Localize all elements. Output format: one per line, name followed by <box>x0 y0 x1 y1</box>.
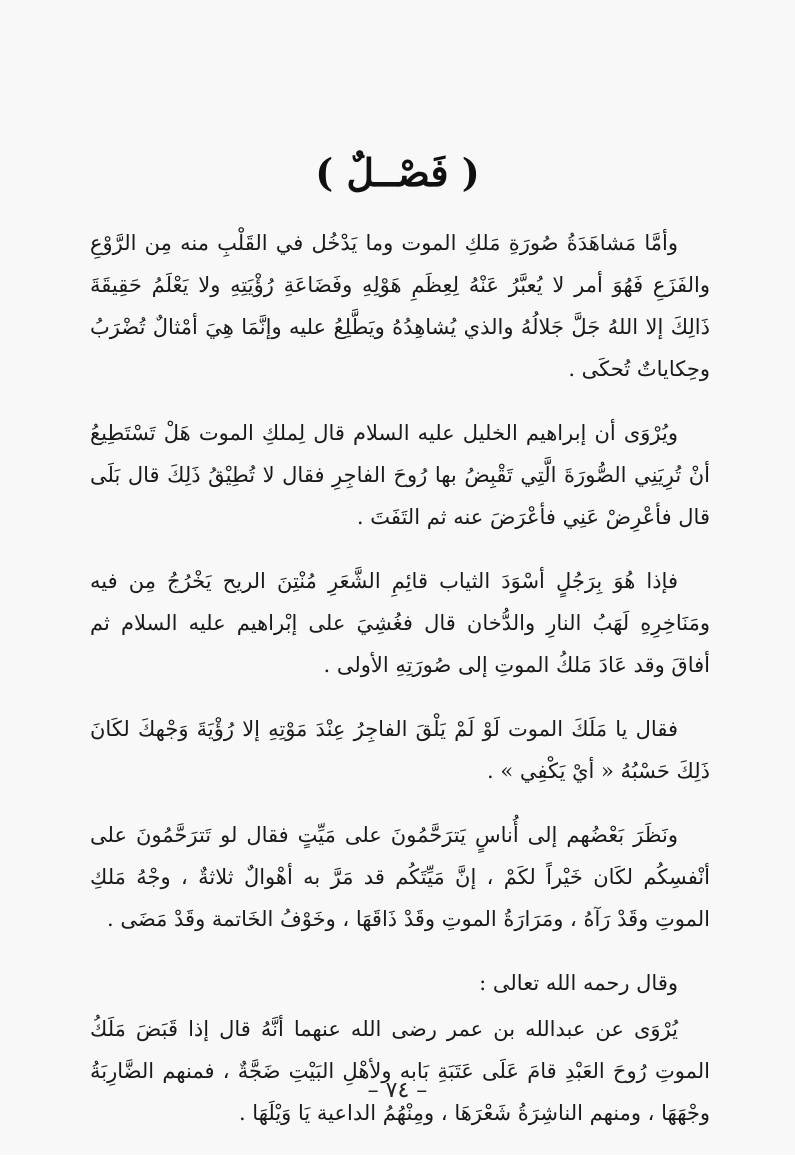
paragraph: يُرْوَى عن عبدالله بن عمر رضى الله عنهما أنَّهُ قال إذا قَبَضَ مَلَكُ الموتِ رُوحَ العَبْدِ قامَ عَلَى عَتَبَةِ بَابه ولأهْلِ البَيْتِ ضَجَّةٌ ، فمنهم الضَّارِبَةُ وجْهَهَا ، ومنهم الناشِرَةُ شَعْرَهَا ، ومِنْهُمُ الداعية يَا وَيْلَهَا . <box>90 1017 710 1125</box>
paragraph: ويُرْوَى أن إبراهيم الخليل عليه السلام قال لِملكِ الموت هَلْ تَسْتَطِيعُ أنْ تُرِيَنِي الصُّورَةَ الَّتِي تَقْبِضُ بها رُوحَ الفاجِرِ فقال لا تُطِيْقُ ذَلِكَ قال بَلَى قال فأعْرِضْ عَنِي فأعْرَضَ عنه ثم التَفَتَ . <box>90 421 710 529</box>
paragraph: فإذا هُوَ بِرَجُلٍ أسْوَدَ الثياب قائِمِ الشَّعَرِ مُنْتِنَ الريح يَخْرُجُ مِن فيه ومَنَاخِرِهِ لَهَبُ النارِ والدُّخان قال فغُشِيَ على إبْراهيم عليه السلام ثم أفاقَ وقد عَادَ مَلكُ الموتِ إلى صُورَتِهِ الأولى . <box>90 569 710 677</box>
page-number: – ٧٤ – <box>367 1078 428 1103</box>
body-text <box>90 222 710 1156</box>
section-heading: ( فَصْــلٌ ) <box>315 150 480 195</box>
paragraph: ونَظَرَ بَعْضُهم إلى أُناسٍ يَترَحَّمُونَ على مَيِّتٍ فقال لو تَترَحَّمُونَ على أنْفسِكُم لكَان خَيْراً لكَمْ ، إنَّ مَيِّتَكُم قد مَرَّ به أهْوالٌ ثلاثةٌ ، وجْهُ مَلكِ الموتِ وقَدْ رَآهُ ، ومَرَارَةُ الموتِ وقَدْ ذَاقَهَا ، وخَوْفُ الخَاتمة وقَدْ مَضَى . <box>90 823 710 931</box>
paragraph: وقال رحمه الله تعالى : <box>479 971 678 995</box>
paragraph: فقال يا مَلَكَ الموت لَوْ لَمْ يَلْقَ الفاجِرُ عِنْدَ مَوْتِهِ إلا رُؤْيَةَ وَجْهكَ لكَانَ ذَلِكَ حَسْبُهُ « أيْ يَكْفِي » . <box>90 717 710 783</box>
paragraph: وأمَّا مَشاهَدَةُ صُورَةِ مَلكِ الموت وما يَدْخُل في القَلْبِ منه مِن الرَّوْعِ والفَزَعِ فَهُوَ أمر لا يُعبَّرُ عَنْهُ لِعِظَمِ هَوْلِهِ وفَضَاعَةِ رُؤْيَتِهِ ولا يَعْلَمُ حَقِيقَةَ ذَالِكَ إلا اللهُ جَلَّ جَلالُهُ والذي يُشاهِدُهُ ويَطَّلِعُ عليه وإنَّمَا هِيَ أمْثالٌ تُضْرَبُ وحِكاياتٌ تُحكَى . <box>90 231 710 381</box>
